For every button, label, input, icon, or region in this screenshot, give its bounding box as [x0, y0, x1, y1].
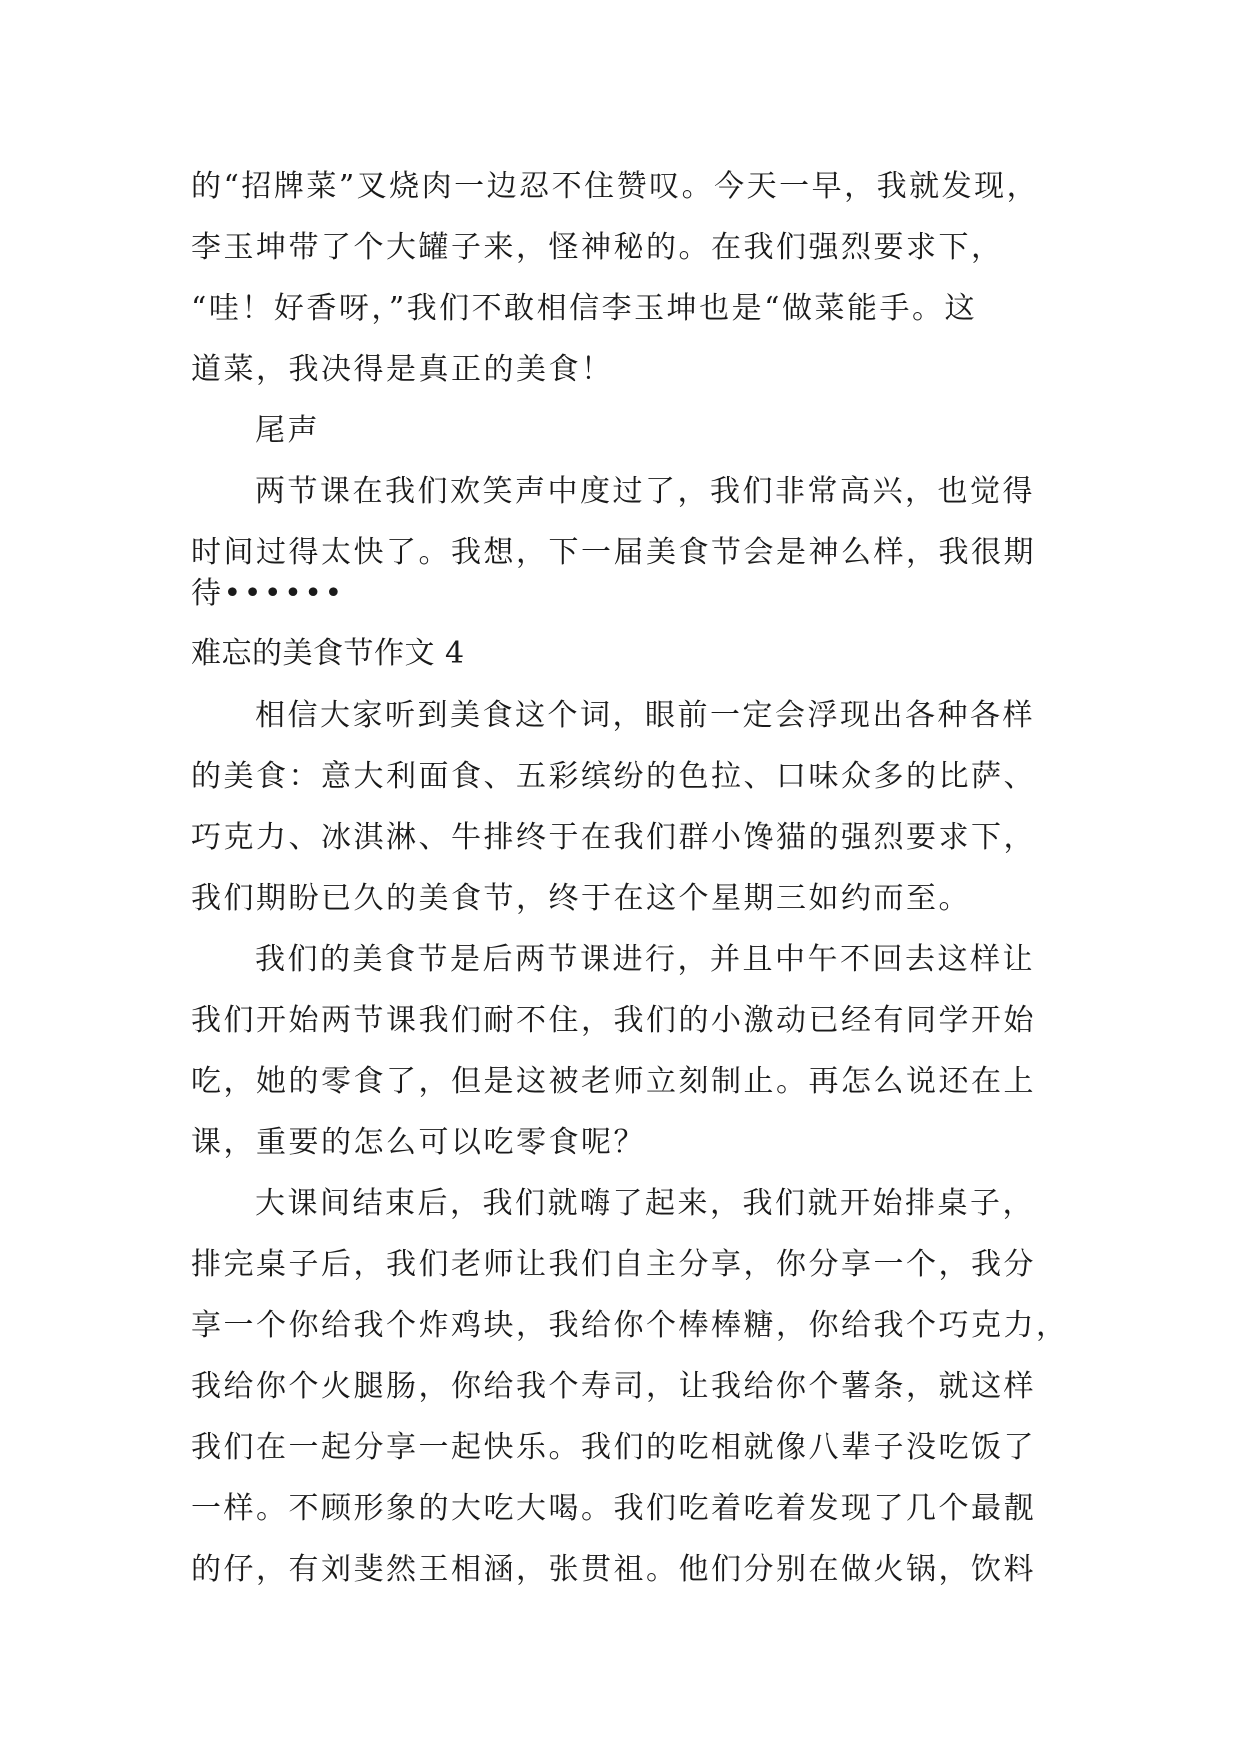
- text-line: “哇！好香呀，”我们不敢相信李玉坤也是“做菜能手。这: [191, 291, 978, 326]
- paragraph-start: 我们的美食节是后两节课进行，并且中午不回去这样让: [255, 942, 1035, 977]
- text-line: 的“招牌菜”叉烧肉一边忍不住赞叹。今天一早，我就发现，: [191, 169, 1040, 204]
- paragraph-start: 两节课在我们欢笑声中度过了，我们非常高兴，也觉得: [255, 474, 1035, 509]
- text-line: 的仔，有刘斐然王相涵，张贯祖。他们分别在做火锅，饮料: [191, 1552, 1036, 1587]
- text-line: 我们在一起分享一起快乐。我们的吃相就像八辈子没吃饭了: [191, 1430, 1036, 1465]
- text-line: 我给你个火腿肠，你给我个寿司，让我给你个薯条，就这样: [191, 1369, 1036, 1404]
- text-line: 李玉坤带了个大罐子来，怪神秘的。在我们强烈要求下，: [191, 230, 1004, 265]
- paragraph-start: 大课间结束后，我们就嗨了起来，我们就开始排桌子，: [255, 1186, 1035, 1221]
- paragraph-start: 相信大家听到美食这个词，眼前一定会浮现出各种各样: [255, 698, 1035, 733]
- text-line: 吃，她的零食了，但是这被老师立刻制止。再怎么说还在上: [191, 1064, 1036, 1099]
- text-line: 时间过得太快了。我想，下一届美食节会是神么样，我很期: [191, 535, 1036, 570]
- text-line: 道菜，我决得是真正的美食！: [191, 352, 614, 387]
- essay-title: 难忘的美食节作文 4: [191, 636, 465, 671]
- text-line: 享一个你给我个炸鸡块，我给你个棒棒糖，你给我个巧克力，: [191, 1308, 1069, 1343]
- text-line: 课，重要的怎么可以吃零食呢？: [191, 1125, 646, 1160]
- text-line: 一样。不顾形象的大吃大喝。我们吃着吃着发现了几个最靓: [191, 1491, 1036, 1526]
- text-line: 排完桌子后，我们老师让我们自主分享，你分享一个，我分: [191, 1247, 1036, 1282]
- text-line: 的美食：意大利面食、五彩缤纷的色拉、口味众多的比萨、: [191, 759, 1036, 794]
- section-heading-coda: 尾声: [255, 413, 320, 448]
- text-line: 我们期盼已久的美食节，终于在这个星期三如约而至。: [191, 881, 971, 916]
- text-line: 巧克力、冰淇淋、牛排终于在我们群小馋猫的强烈要求下，: [191, 820, 1036, 855]
- text-line: 待••••••: [191, 576, 345, 611]
- text-line: 我们开始两节课我们耐不住，我们的小激动已经有同学开始: [191, 1003, 1036, 1038]
